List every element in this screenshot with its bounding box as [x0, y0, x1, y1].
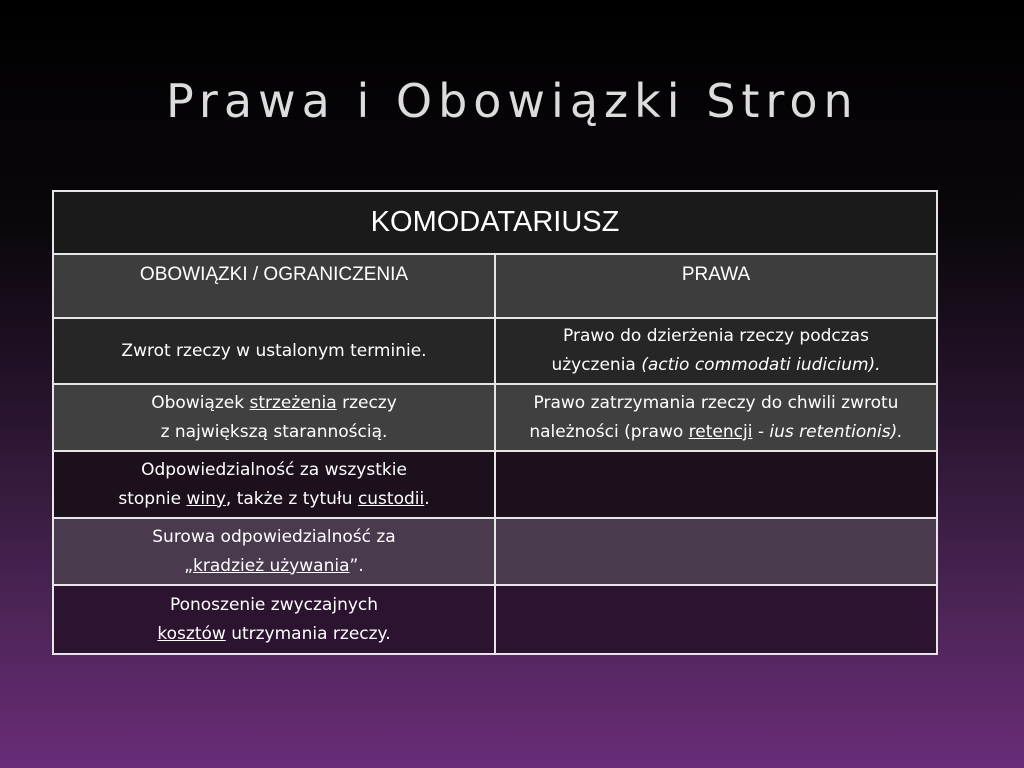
table-row [54, 319, 936, 385]
cell-line: Odpowiedzialność za wszystkie [141, 459, 407, 480]
table-row [54, 586, 936, 653]
underlined-term: kosztów [157, 623, 226, 644]
table-header: KOMODATARIUSZ [370, 206, 620, 238]
cell-line: , także z tytułu [225, 488, 358, 509]
cell-line: utrzymania rzeczy. [225, 623, 391, 644]
table-row [54, 452, 936, 519]
slide-title: Prawa i Obowiązki Stron [166, 74, 859, 128]
cell-line: Prawo do dzierżenia rzeczy podczas [563, 326, 869, 346]
underlined-term: retencji [688, 422, 753, 442]
komodatariusz-table [52, 190, 938, 655]
cell-text: Zwrot rzeczy w ustalonym terminie. [121, 340, 427, 361]
cell-line: Prawo zatrzymania rzeczy do chwili zwrotu [533, 393, 899, 413]
cell-line: Obowiązek [151, 392, 250, 413]
cell-line: z największą starannością. [160, 421, 388, 442]
obligation-cell [54, 519, 496, 584]
cell-text [152, 523, 395, 581]
right-cell [496, 385, 936, 450]
column-headers-row [54, 255, 936, 319]
cell-line: należności (prawo [529, 422, 689, 442]
latin-term: ius retentionis). [769, 422, 903, 442]
cell-line: użyczenia [551, 355, 642, 375]
obligation-cell [54, 586, 496, 653]
obligation-cell [54, 452, 496, 517]
right-cell-empty [496, 586, 936, 653]
latin-term: (actio commodati iudicium). [641, 355, 881, 375]
underlined-term: custodii [357, 488, 425, 509]
cell-line: - [752, 422, 770, 442]
cell-text [157, 591, 390, 649]
underlined-term: kradzież używania [193, 555, 350, 576]
column-header-obligations: OBOWIĄZKI / OGRANICZENIA [54, 255, 496, 317]
right-cell [496, 319, 936, 383]
table-header-row [54, 192, 936, 255]
cell-line: „ [184, 555, 194, 576]
cell-line: Surowa odpowiedzialność za [152, 526, 396, 547]
obligation-cell [54, 319, 496, 383]
column-header-rights: PRAWA [681, 264, 751, 285]
cell-line: Ponoszenie zwyczajnych [169, 594, 379, 615]
obligation-cell [54, 385, 496, 450]
cell-text [118, 456, 429, 514]
underlined-term: winy [186, 488, 226, 509]
cell-line: ”. [349, 555, 364, 576]
right-cell-empty [496, 452, 936, 517]
cell-line: stopnie [118, 488, 187, 509]
cell-line: . [424, 488, 430, 509]
right-cell-empty [496, 519, 936, 584]
table-row [54, 519, 936, 586]
cell-text [551, 322, 880, 380]
cell-line: rzeczy [336, 392, 397, 413]
table-row [54, 385, 936, 452]
cell-text [529, 389, 902, 447]
underlined-term: strzeżenia [249, 392, 337, 413]
cell-text [151, 389, 397, 447]
